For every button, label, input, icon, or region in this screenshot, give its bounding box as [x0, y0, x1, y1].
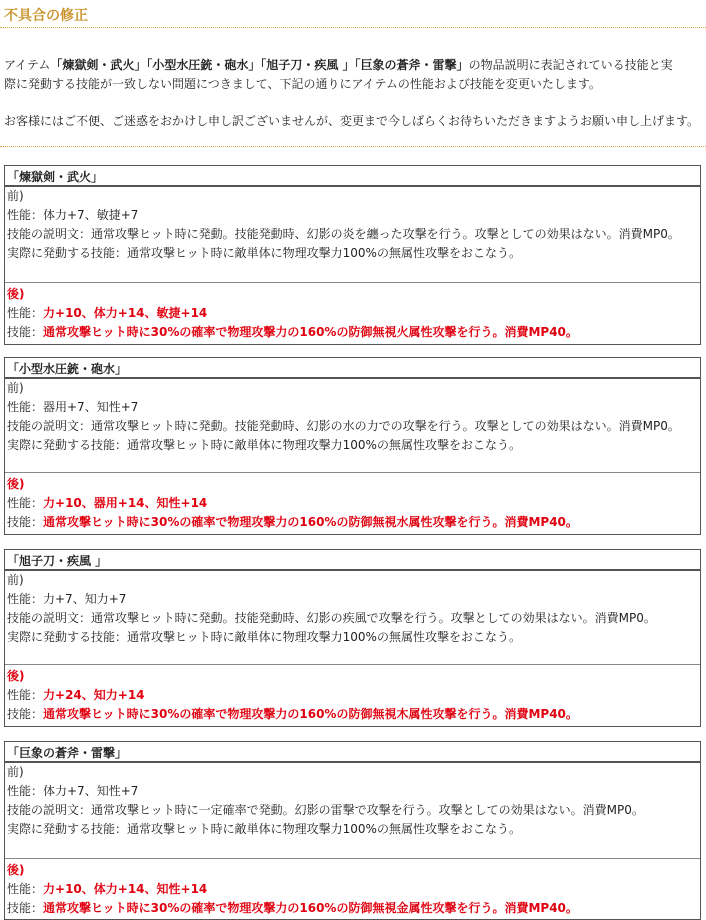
- after-stats-label: 性能：: [7, 882, 44, 896]
- after-skill: [5, 323, 700, 342]
- after-label: 後): [7, 287, 25, 301]
- before-stats: 性能：体力+7、敏捷+7: [7, 208, 139, 222]
- after-stats-label: 性能：: [7, 496, 44, 510]
- after-label: 後): [7, 669, 25, 683]
- after-section: [5, 473, 700, 534]
- before-stats: 性能：体力+7、知性+7: [7, 784, 139, 798]
- after-stats: [5, 880, 700, 899]
- after-skill: [5, 899, 700, 918]
- before-description: 技能の説明文：通常攻撃ヒット時に発動。技能発動時、幻影の炎を纏った攻撃を行う。攻撃としての効果はない。消費MP0。: [7, 227, 680, 241]
- before-actual-skill: 実際に発動する技能：通常攻撃ヒット時に敵単体に物理攻撃力100%の無属性攻撃をおこなう。: [7, 246, 521, 260]
- after-stats-value: 力+24、知力+14: [43, 688, 145, 702]
- after-skill-value: 通常攻撃ヒット時に30%の確率で物理攻撃力の160%の防御無視金属性攻撃を行う。消費MP40。: [43, 901, 578, 915]
- item-table: [4, 549, 701, 727]
- after-stats-label: 性能：: [7, 688, 44, 702]
- before-stats: 性能：器用+7、知性+7: [7, 400, 139, 414]
- apology-paragraph: お客様にはご不便、ご迷惑をおかけし申し訳ございませんが、変更まで今しばらくお待ちいただきますようお願い申し上げます。: [4, 114, 700, 128]
- before-actual-skill: 実際に発動する技能：通常攻撃ヒット時に敵単体に物理攻撃力100%の無属性攻撃をおこなう。: [7, 438, 521, 452]
- before-description: 技能の説明文：通常攻撃ヒット時に発動。技能発動時、幻影の水の力での攻撃を行う。攻撃としての効果はない。消費MP0。: [7, 419, 680, 433]
- after-skill: [5, 705, 700, 724]
- after-label: 後): [7, 477, 25, 491]
- before-actual-skill: 実際に発動する技能：通常攻撃ヒット時に敵単体に物理攻撃力100%の無属性攻撃をおこなう。: [7, 822, 521, 836]
- intro-paragraph: [4, 56, 702, 94]
- after-section: [5, 859, 700, 919]
- after-skill-label: 技能：: [7, 515, 44, 529]
- intro-item-name: 「巨象の蒼斧・雷撃」: [354, 58, 469, 72]
- page-title: 不具合の修正: [4, 8, 88, 24]
- item-name: 「巨象の蒼斧・雷撃」: [5, 742, 700, 763]
- item-name: 「煉獄剣・武火」: [5, 166, 700, 187]
- title-bar: [0, 0, 706, 28]
- after-label: 後): [7, 863, 25, 877]
- after-stats-value: 力+10、体力+14、知性+14: [43, 882, 208, 896]
- item-table: [4, 165, 701, 345]
- after-stats: [5, 686, 700, 705]
- after-skill-value: 通常攻撃ヒット時に30%の確率で物理攻撃力の160%の防御無視木属性攻撃を行う。消費MP40。: [43, 707, 578, 721]
- before-section: [5, 571, 700, 665]
- item-name: 「旭子刀・疾風 」: [5, 550, 700, 571]
- before-label: 前): [7, 573, 24, 587]
- section-divider: [0, 146, 706, 147]
- before-description: 技能の説明文：通常攻撃ヒット時に発動。技能発動時、幻影の疾風で攻撃を行う。攻撃としての効果はない。消費MP0。: [7, 611, 656, 625]
- intro-item-name: 「煉獄剣・武火」: [50, 58, 147, 72]
- after-skill-label: 技能：: [7, 707, 44, 721]
- after-stats-value: 力+10、器用+14、知性+14: [43, 496, 208, 510]
- after-section: [5, 283, 700, 344]
- before-actual-skill: 実際に発動する技能：通常攻撃ヒット時に敵単体に物理攻撃力100%の無属性攻撃をおこなう。: [7, 630, 521, 644]
- intro-line2: 際に発動する技能が一致しない問題につきまして、下記の通りにアイテムの性能および技能を変更いたします。: [4, 77, 601, 91]
- item-table: [4, 741, 701, 920]
- after-skill-label: 技能：: [7, 325, 44, 339]
- before-section: [5, 379, 700, 473]
- before-label: 前): [7, 765, 24, 779]
- after-skill: [5, 513, 700, 532]
- before-label: 前): [7, 381, 24, 395]
- before-section: [5, 763, 700, 859]
- item-name: 「小型水圧銃・砲水」: [5, 358, 700, 379]
- before-section: [5, 187, 700, 283]
- before-stats: 性能：力+7、知力+7: [7, 592, 127, 606]
- after-stats: [5, 304, 700, 323]
- after-skill-value: 通常攻撃ヒット時に30%の確率で物理攻撃力の160%の防御無視水属性攻撃を行う。消費MP40。: [43, 515, 578, 529]
- intro-prefix: アイテム: [4, 58, 51, 72]
- after-skill-value: 通常攻撃ヒット時に30%の確率で物理攻撃力の160%の防御無視火属性攻撃を行う。消費MP40。: [43, 325, 578, 339]
- after-stats-label: 性能：: [7, 306, 44, 320]
- after-stats-value: 力+10、体力+14、敏捷+14: [43, 306, 208, 320]
- intro-item-name: 「旭子刀・疾風 」: [260, 58, 355, 72]
- intro-item-name: 「小型水圧銃・砲水」: [146, 58, 261, 72]
- after-skill-label: 技能：: [7, 901, 44, 915]
- after-stats: [5, 494, 700, 513]
- before-description: 技能の説明文：通常攻撃ヒット時に一定確率で発動。幻影の雷撃で攻撃を行う。攻撃としての効果はない。消費MP0。: [7, 803, 644, 817]
- item-table: [4, 357, 701, 535]
- after-section: [5, 665, 700, 726]
- before-label: 前): [7, 189, 24, 203]
- intro-suffix: の物品説明に表記されている技能と実: [468, 58, 673, 72]
